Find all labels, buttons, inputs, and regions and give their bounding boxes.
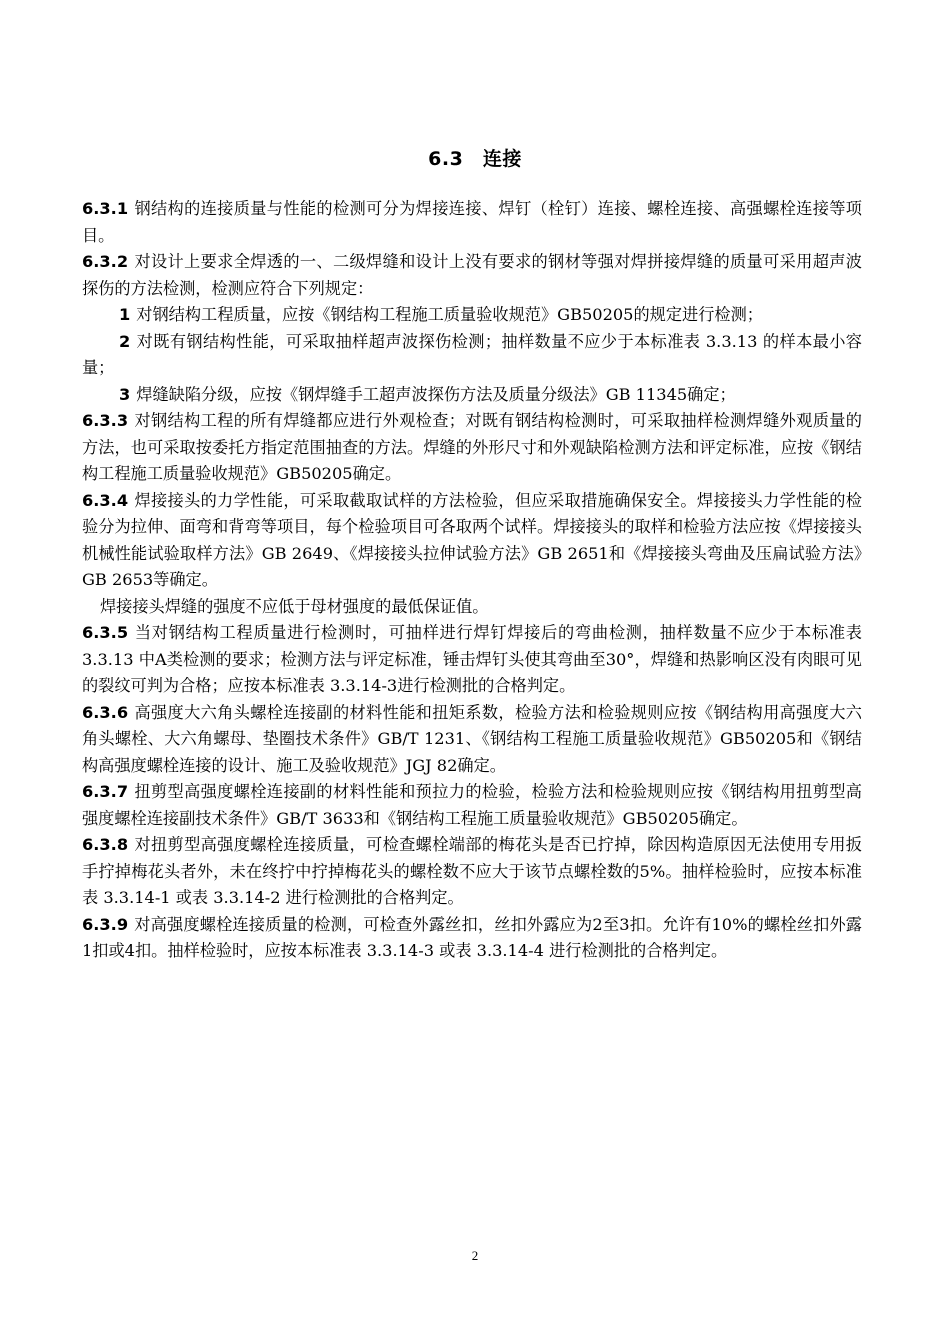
clause-text: 扭剪型高强度螺栓连接副的材料性能和预拉力的检验，检验方法和检验规则应按《钢结构用扭剪型高强度螺栓连接副技术条件》GB/T 3633和《钢结构工程施工质量验收规范》GB50205确定。: [82, 782, 862, 828]
clause-text: 焊接接头的力学性能，可采取截取试样的方法检验，但应采取措施确保安全。焊接接头力学性能的检验分为拉伸、面弯和背弯等项目，每个检验项目可各取两个试样。焊接接头的取样和检验方法应按《焊接接头机械性能试验取样方法》GB 2649、《焊接接头拉伸试验方法》GB 2651和《焊接接头弯曲及压扁试验方法》GB 2653等确定。: [82, 490, 862, 589]
item-number: 3: [119, 384, 131, 404]
clause-text: 对高强度螺栓连接质量的检测，可检查外露丝扣，丝扣外露应为2至3扣。允许有10%的螺栓丝扣外露1扣或4扣。抽样检验时，应按本标准表 3.3.14-3 或表 3.3.14-4 进行检测批的合格判定。: [82, 914, 862, 960]
clause-number: 6.3.8: [82, 835, 129, 854]
item-number: 2: [119, 331, 131, 351]
clause-number: 6.3.9: [82, 914, 129, 934]
clause-text: 焊接接头焊缝的强度不应低于母材强度的最低保证值。: [100, 596, 489, 616]
clause-text: 钢结构的连接质量与性能的检测可分为焊接连接、焊钉（栓钉）连接、螺栓连接、高强螺栓连接等项目。: [82, 199, 862, 245]
clause-number: 6.3.5: [82, 623, 129, 642]
clause-text: 对钢结构工程的所有焊缝都应进行外观检查；对既有钢结构检测时，可采取抽样检测焊缝外观质量的方法，也可采取按委托方指定范围抽查的方法。焊缝的外形尺寸和外观缺陷检测方法和评定标准，应按《钢结构工程施工质量验收规范》GB50205确定。: [82, 411, 862, 483]
page-number: 2: [471, 1248, 479, 1263]
list-item-2: [82, 329, 862, 382]
clause-number: 6.3.2: [82, 252, 129, 271]
clause-6-3-1: [82, 196, 862, 249]
list-item-3: [82, 382, 862, 409]
clause-text: 高强度大六角头螺栓连接副的材料性能和扭矩系数，检验方法和检验规则应按《钢结构用高强度大六角头螺栓、大六角螺母、垫圈技术条件》GB/T 1231、《钢结构工程施工质量验收规范》GB50205和《钢结构高强度螺栓连接的设计、施工及验收规范》JGJ 82确定。: [82, 702, 862, 775]
clause-number: 6.3.3: [82, 411, 129, 430]
clause-number: 6.3.6: [82, 702, 129, 722]
item-text: 对钢结构工程质量，应按《钢结构工程施工质量验收规范》GB50205的规定进行检测；: [136, 305, 763, 324]
item-text: 焊缝缺陷分级，应按《钢焊缝手工超声波探伤方法及质量分级法》GB 11345确定；: [136, 384, 736, 404]
clause-6-3-2: [82, 249, 862, 302]
clause-6-3-4-note: [82, 594, 862, 621]
clause-6-3-8: [82, 832, 862, 912]
clause-6-3-7: [82, 779, 862, 832]
clause-number: 6.3.7: [82, 782, 129, 801]
item-text: 对既有钢结构性能，可采取抽样超声波探伤检测；抽样数量不应少于本标准表 3.3.13 的样本最小容量；: [82, 331, 862, 377]
clause-6-3-9: [82, 912, 862, 965]
document-body: [82, 196, 862, 965]
clause-6-3-4: [82, 488, 862, 594]
clause-6-3-6: [82, 700, 862, 780]
clause-text: 对设计上要求全焊透的一、二级焊缝和设计上没有要求的钢材等强对焊拼接焊缝的质量可采用超声波探伤的方法检测，检测应符合下列规定：: [82, 252, 862, 298]
clause-text: 对扭剪型高强度螺栓连接质量，可检查螺栓端部的梅花头是否已拧掉，除因构造原因无法使用专用扳手拧掉梅花头者外，未在终拧中拧掉梅花头的螺栓数不应大于该节点螺栓数的5%。抽样检验时，应按本标准表 3.3.14-1 或表 3.3.14-2 进行检测批的合格判定。: [82, 835, 862, 907]
section-title: 6.3 连接: [428, 148, 522, 170]
clause-6-3-5: [82, 620, 862, 700]
clause-6-3-3: [82, 408, 862, 488]
clause-number: 6.3.1: [82, 199, 129, 218]
item-number: 1: [119, 305, 131, 324]
clause-number: 6.3.4: [82, 490, 129, 510]
list-item-1: [82, 302, 862, 329]
clause-text: 当对钢结构工程质量进行检测时，可抽样进行焊钉焊接后的弯曲检测，抽样数量不应少于本标准表 3.3.13 中A类检测的要求；检测方法与评定标准，锤击焊钉头使其弯曲至30°，焊缝和热影响区没有肉眼可见的裂纹可判为合格；应按本标准表 3.3.14-3进行检测批的合格判定。: [82, 623, 862, 695]
